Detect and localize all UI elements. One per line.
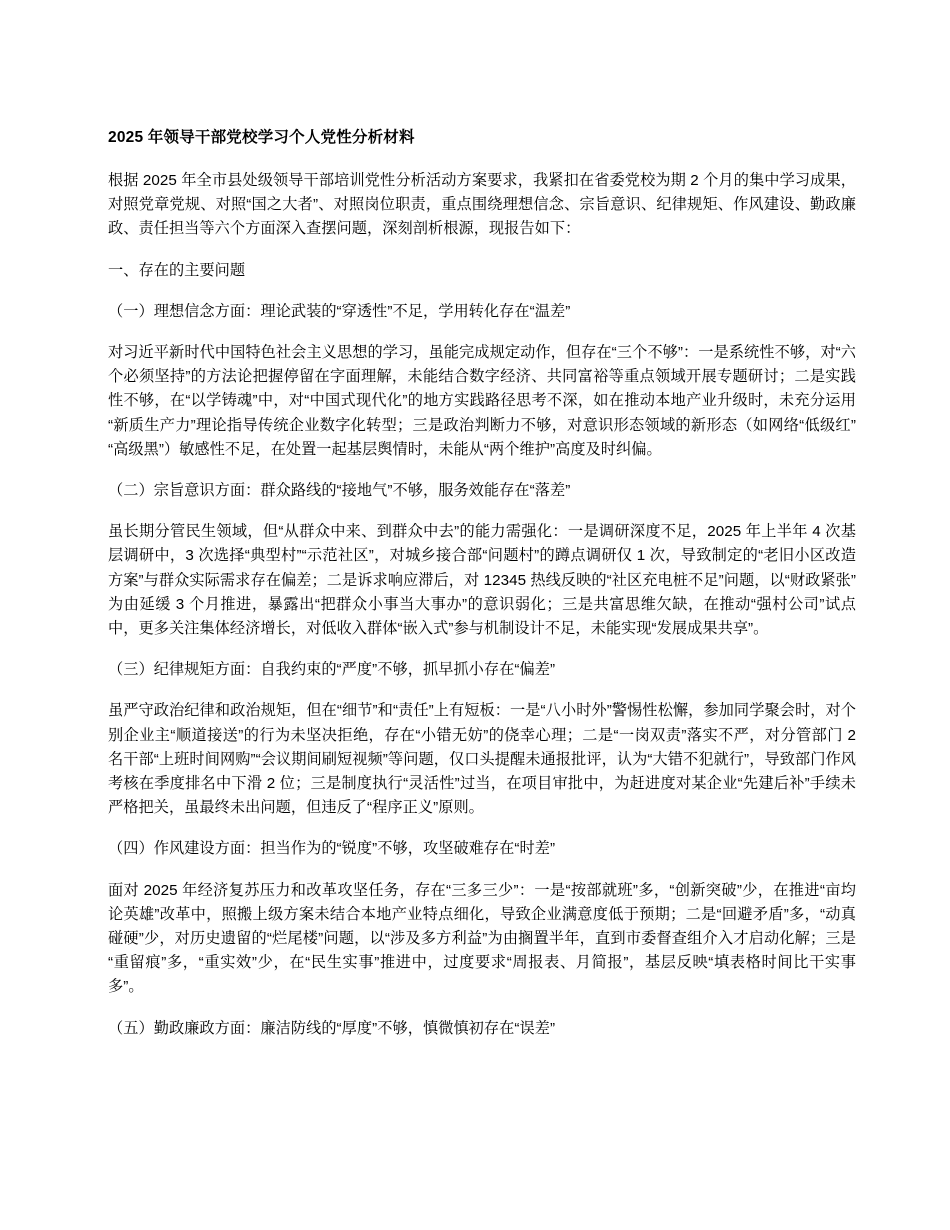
subsection-heading-5: （五）勤政廉政方面：廉洁防线的“厚度”不够，慎微慎初存在“误差” [108, 1019, 556, 1037]
subsection-heading-2: （二）宗旨意识方面：群众路线的“接地气”不够，服务效能存在“落差” [108, 482, 571, 500]
subsection-body-4: 面对 2025 年经济复苏压力和改革攻坚任务，存在“三多三少”：一是“按部就班”多，“创新突破”少，在推进“亩均论英雄”改革中，照搬上级方案未结合本地产业特点细化，导致企业满意度低于预期；二是“回避矛盾”多，“动真碰硬”少，对历史遗留的“烂尾楼”问题，以“涉及多方利益”为由搁置半年，直到市委督查组介入才启动化解；三是“重留痕”多，“重实效”少，在“民生实事”推进中，过度要求“周报表、月简报”，基层反映“填表格时间比干实事多”。 [108, 881, 856, 996]
subsection-heading-1: （一）理想信念方面：理论武装的“穿透性”不足，学用转化存在“温差” [108, 302, 571, 320]
subsection-body-3: 虽严守政治纪律和政治规矩，但在“细节”和“责任”上有短板：一是“八小时外”警惕性松懈，参加同学聚会时，对个别企业主“顺道接送”的行为未坚决拒绝，存在“小错无妨”的侥幸心理；二是“一岗双责”落实不严，对分管部门 2 名干部“上班时间网购”“会议期间刷短视频”等问题，仅口头提醒未通报批评，认为“大错不犯就行”，导致部门作风考核在季度排名中下滑 2 位；三是制度执行“灵活性”过当，在项目审批中，为赶进度对某企业“先建后补”手续未严格把关，虽最终未出问题，但违反了“程序正义”原则。 [108, 702, 856, 817]
section-heading-one: 一、存在的主要问题 [108, 261, 246, 279]
document-body [108, 126, 856, 1041]
subsection-body-1: 对习近平新时代中国特色社会主义思想的学习，虽能完成规定动作，但存在“三个不够”：一是系统性不够，对“六个必须坚持”的方法论把握停留在字面理解，未能结合数字经济、共同富裕等重点领域开展专题研讨；二是实践性不够，在“以学铸魂”中，对“中国式现代化”的地方实践路径思考不深，如在推动本地产业升级时，未充分运用“新质生产力”理论指导传统企业数字化转型；三是政治判断力不够，对意识形态领域的新形态（如网络“低级红”“高级黑”）敏感性不足，在处置一起基层舆情时，未能从“两个维护”高度及时纠偏。 [108, 344, 856, 458]
subsection-heading-3: （三）纪律规矩方面：自我约束的“严度”不够，抓早抓小存在“偏差” [108, 661, 556, 679]
subsection-body-2: 虽长期分管民生领域，但“从群众中来、到群众中去”的能力需强化：一是调研深度不足，2025 年上半年 4 次基层调研中，3 次选择“典型村”“示范社区”，对城乡接合部“问题村”的蹲点调研仅 1 次，导致制定的“老旧小区改造方案”与群众实际需求存在偏差；二是诉求响应滞后，对 12345 热线反映的“社区充电桩不足”问题，以“财政紧张”为由延缓 3 个月推进，暴露出“把群众小事当大事办”的意识弱化；三是共富思维欠缺，在推动“强村公司”试点中，更多关注集体经济增长，对低收入群体“嵌入式”参与机制设计不足，未能实现“发展成果共享”。 [108, 523, 856, 638]
intro-paragraph: 根据 2025 年全市县处级领导干部培训党性分析活动方案要求，我紧扣在省委党校为期 2 个月的集中学习成果，对照党章党规、对照“国之大者”、对照岗位职责，重点围绕理想信念、宗旨意识、纪律规矩、作风建设、勤政廉政、责任担当等六个方面深入查摆问题，深刻剖析根源，现报告如下： [108, 172, 856, 238]
page-title: 2025 年领导干部党校学习个人党性分析材料 [108, 129, 415, 146]
subsection-heading-4: （四）作风建设方面：担当作为的“锐度”不够，攻坚破难存在“时差” [108, 840, 556, 858]
